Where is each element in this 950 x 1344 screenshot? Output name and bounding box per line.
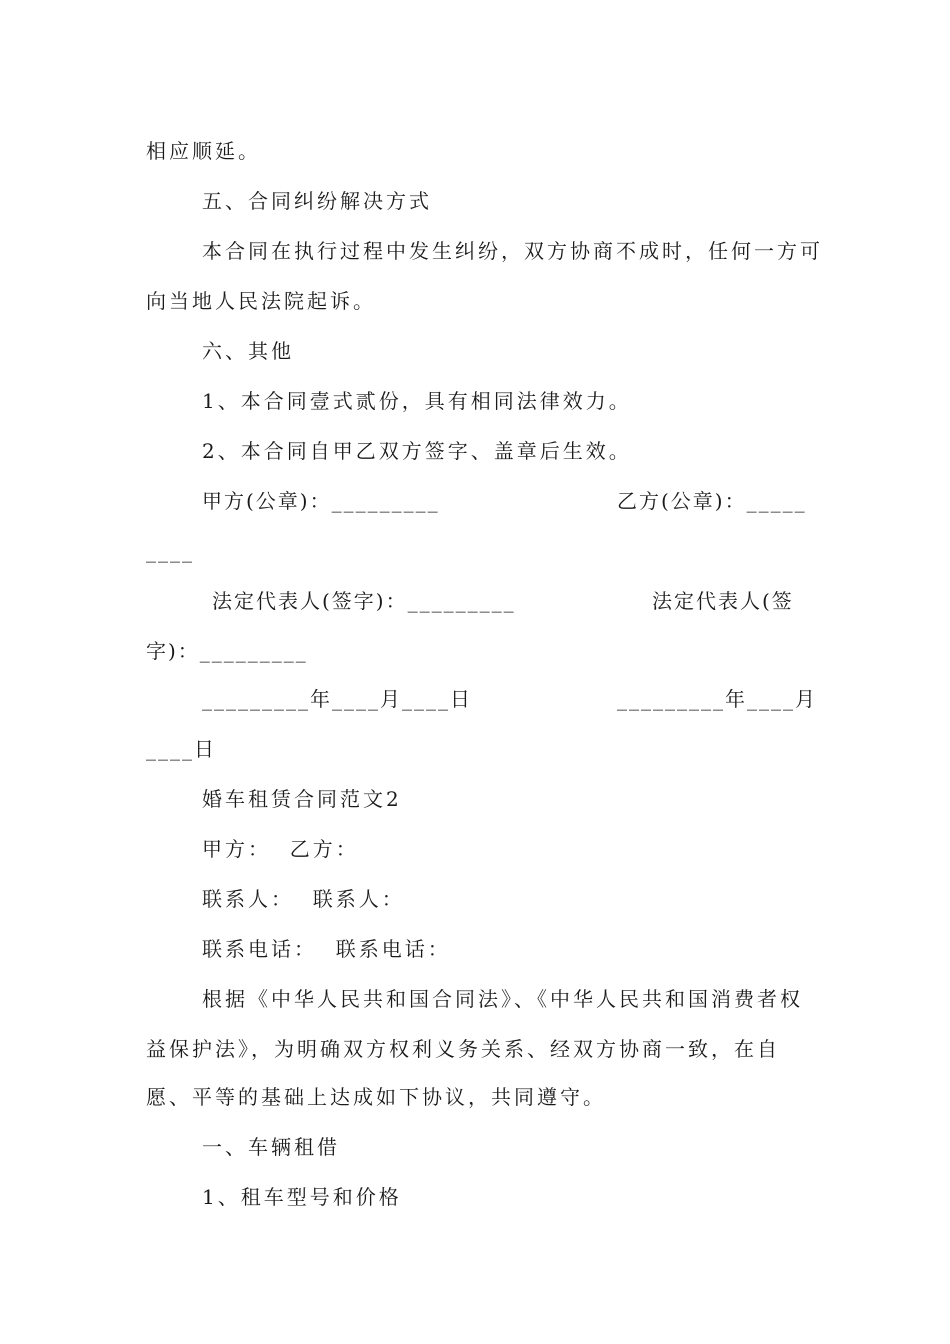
paragraph-line: 向当地人民法院起诉。 <box>146 289 376 313</box>
paragraph-line: 2、本合同自甲乙双方签字、盖章后生效。 <box>202 439 632 463</box>
paragraph-line: 根据《中华人民共和国合同法》、《中华人民共和国消费者权 <box>202 987 803 1011</box>
paragraph-line: 本合同在执行过程中发生纠纷，双方协商不成时，任何一方可 <box>202 239 823 263</box>
contact-person-line: 联系人： 联系人： <box>202 887 405 911</box>
paragraph-line: 相应顺延。 <box>146 139 261 163</box>
parties-line: 甲方： 乙方： <box>202 837 359 861</box>
paragraph-line: 愿、平等的基础上达成如下协议，共同遵守。 <box>146 1085 606 1109</box>
contact-phone-line: 联系电话： 联系电话： <box>202 937 451 961</box>
paragraph-line: 益保护法》，为明确双方权利义务关系、经双方协商一致，在自 <box>146 1037 780 1061</box>
paragraph-line: 1、租车型号和价格 <box>202 1185 402 1209</box>
party-b-date: _________年____月 <box>617 687 817 711</box>
party-a-representative: 法定代表人(签字)：_________ <box>212 589 516 613</box>
party-b-seal: 乙方(公章)：_____ <box>617 489 807 513</box>
party-b-seal-continued: ____ <box>146 539 194 563</box>
section-heading: 五、合同纠纷解决方式 <box>202 189 432 213</box>
section-heading: 六、其他 <box>202 339 294 363</box>
party-b-representative-continued: 字)：_________ <box>146 639 308 663</box>
document-subtitle: 婚车租赁合同范文2 <box>202 787 402 811</box>
party-a-date: _________年____月____日 <box>202 687 472 711</box>
section-heading: 一、车辆租借 <box>202 1135 340 1159</box>
party-b-date-continued: ____日 <box>146 737 216 761</box>
paragraph-line: 1、本合同壹式贰份，具有相同法律效力。 <box>202 389 632 413</box>
party-b-representative: 法定代表人(签 <box>652 589 794 613</box>
party-a-seal: 甲方(公章)：_________ <box>202 489 440 513</box>
